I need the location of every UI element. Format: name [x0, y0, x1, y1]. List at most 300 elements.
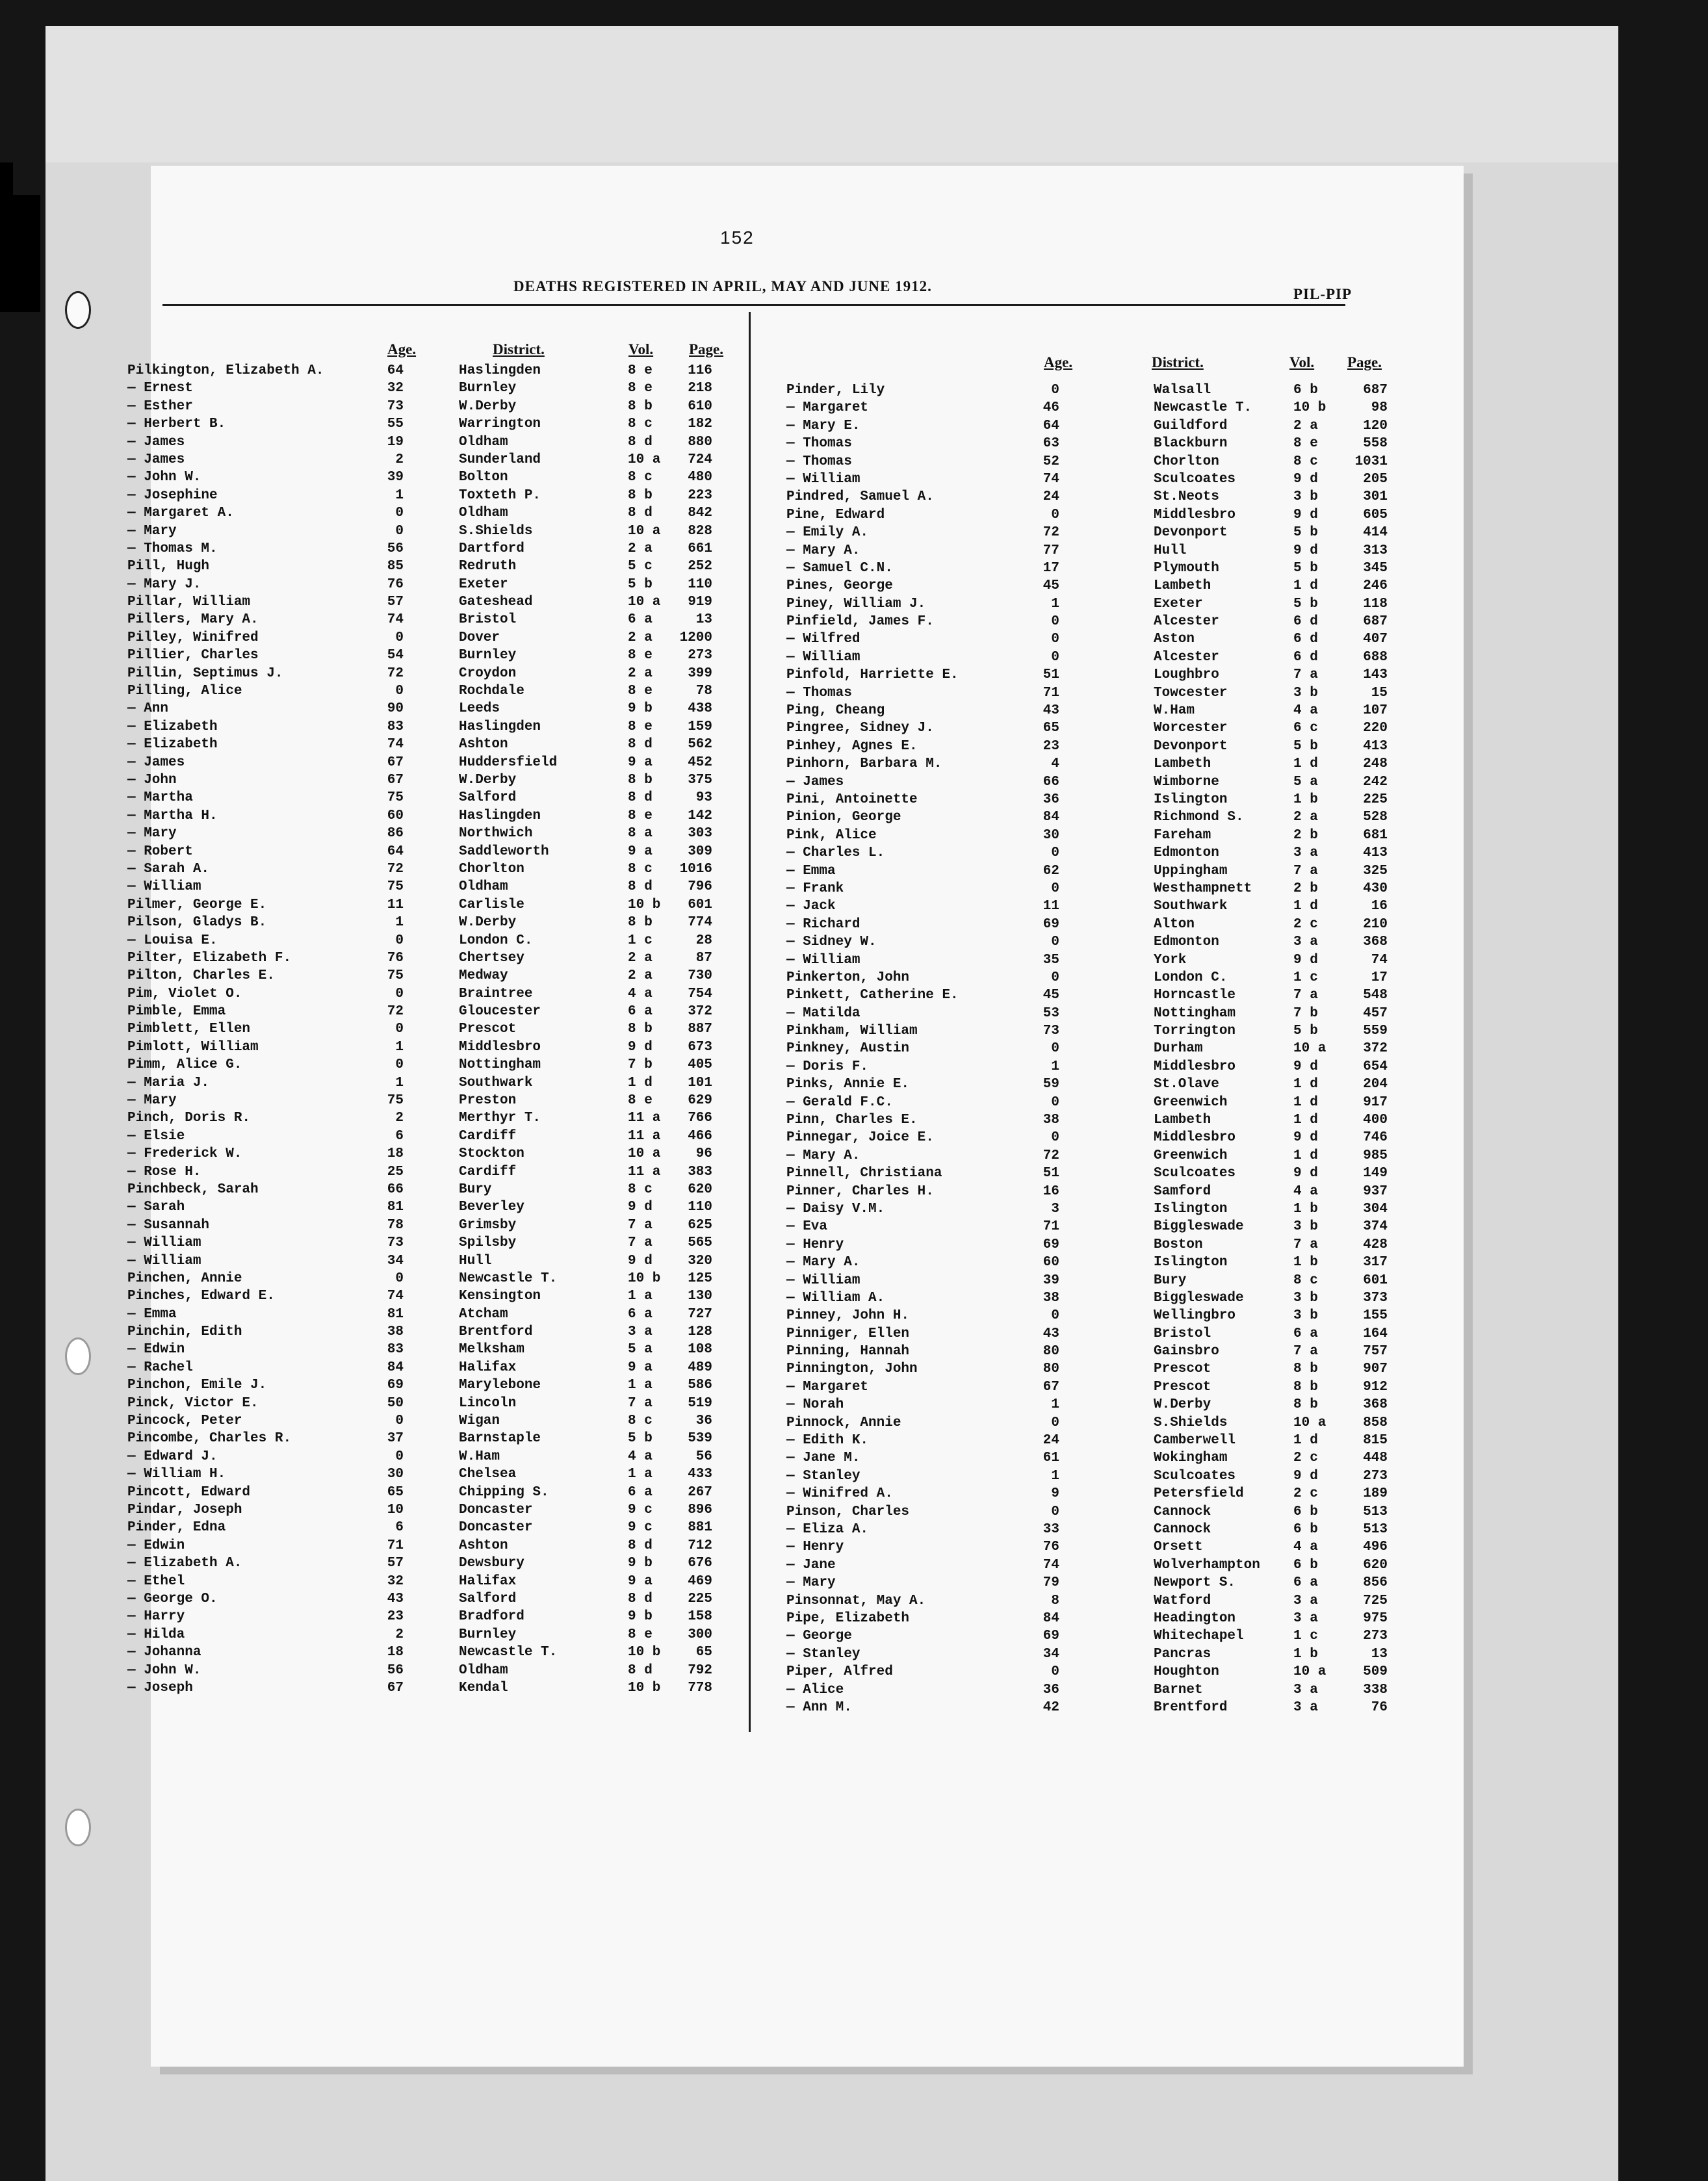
entry-name: — Mary — [786, 1575, 836, 1591]
table-row — [786, 951, 1397, 969]
entry-page: 654 — [1363, 1059, 1388, 1074]
table-row — [786, 738, 1397, 755]
entry-name: — Daisy V.M. — [786, 1201, 885, 1217]
entry-age: 0 — [395, 1413, 404, 1429]
entry-volume: 8 e — [1293, 436, 1318, 452]
table-row — [786, 987, 1397, 1004]
entry-page: 489 — [688, 1360, 712, 1375]
table-row — [786, 381, 1397, 399]
entry-district: S.Shields — [1154, 1415, 1228, 1430]
entry-name: — Louisa E. — [127, 933, 218, 948]
entry-age: 51 — [1042, 1166, 1059, 1181]
entry-age: 0 — [1051, 1041, 1059, 1057]
entry-district: Newport S. — [1154, 1575, 1236, 1591]
entry-name: — Mary — [127, 1093, 177, 1109]
entry-name: — Mary A. — [786, 1255, 860, 1271]
entry-age: 24 — [1042, 489, 1059, 505]
entry-page: 796 — [688, 879, 712, 895]
table-row — [786, 1467, 1397, 1485]
entry-name: Pilmer, George E. — [127, 897, 267, 912]
entry-age: 6 — [395, 1128, 404, 1144]
table-row — [127, 896, 738, 914]
entry-name: Pinner, Charles H. — [786, 1183, 934, 1199]
entry-volume: 8 a — [628, 826, 653, 842]
table-row — [127, 1323, 738, 1341]
entry-age: 75 — [387, 790, 404, 806]
table-row — [786, 1058, 1397, 1076]
entry-page: 120 — [1363, 418, 1388, 433]
table-row — [127, 1181, 738, 1198]
entry-page: 273 — [1363, 1629, 1388, 1644]
table-row — [127, 1056, 738, 1074]
entry-district: Hull — [1154, 543, 1187, 558]
table-row — [786, 1681, 1397, 1699]
entry-age: 0 — [395, 506, 404, 521]
entry-page: 155 — [1363, 1308, 1388, 1324]
entry-age: 63 — [1042, 436, 1059, 452]
entry-age: 37 — [387, 1431, 404, 1447]
table-row — [127, 1252, 738, 1270]
entry-page: 766 — [688, 1111, 712, 1126]
table-row — [786, 1521, 1397, 1538]
entry-name: Pimm, Alice G. — [127, 1057, 242, 1073]
entry-volume: 8 b — [628, 1022, 653, 1037]
entry-age: 71 — [387, 1538, 404, 1553]
entry-page: 400 — [1363, 1113, 1388, 1128]
entry-page: 313 — [1363, 543, 1388, 558]
title-rule — [162, 304, 1345, 306]
entry-age: 74 — [1042, 471, 1059, 487]
table-row — [786, 755, 1397, 773]
entry-name: — Margaret — [786, 400, 869, 416]
entry-volume: 4 a — [1293, 1540, 1318, 1555]
entry-page: 36 — [695, 1413, 712, 1429]
entry-page: 309 — [688, 844, 712, 859]
entry-page: 469 — [688, 1573, 712, 1589]
entry-name: — Mary E. — [786, 418, 860, 433]
entry-district: York — [1154, 952, 1187, 968]
entry-district: Bolton — [459, 470, 508, 485]
entry-page: 1016 — [679, 861, 712, 877]
punch-hole — [65, 1337, 91, 1375]
entry-age: 0 — [1051, 1308, 1059, 1324]
table-row — [127, 914, 738, 931]
entry-volume: 5 b — [1293, 560, 1318, 576]
entry-name: — Johanna — [127, 1645, 201, 1660]
entry-district: Ashton — [459, 1538, 508, 1553]
table-row — [786, 1538, 1397, 1556]
table-row — [127, 1270, 738, 1287]
table-row — [127, 949, 738, 967]
entry-volume: 8 d — [628, 434, 653, 450]
table-row — [786, 702, 1397, 719]
entry-page: 116 — [688, 363, 712, 378]
entry-district: Islington — [1154, 1201, 1228, 1217]
entry-name: — Sarah A. — [127, 861, 210, 877]
entry-name: Pillers, Mary A. — [127, 612, 259, 628]
entry-age: 23 — [387, 1609, 404, 1625]
entry-age: 60 — [387, 808, 404, 823]
entry-district: Devonport — [1154, 525, 1228, 541]
table-row — [127, 1128, 738, 1145]
entry-name: — Stanley — [786, 1468, 860, 1484]
entry-volume: 9 a — [628, 844, 653, 859]
entry-district: Towcester — [1154, 685, 1228, 701]
table-row — [786, 827, 1397, 844]
table-row — [786, 417, 1397, 435]
entry-age: 43 — [1042, 1326, 1059, 1341]
entry-name: — Mary J. — [127, 576, 201, 592]
entry-district: Barnet — [1154, 1682, 1203, 1697]
entry-age: 38 — [1042, 1113, 1059, 1128]
entry-page: 513 — [1363, 1504, 1388, 1519]
entry-name: — Herbert B. — [127, 417, 226, 432]
entry-district: Westhampnett — [1154, 881, 1252, 896]
entry-district: Brentford — [459, 1324, 533, 1340]
entry-volume: 5 b — [1293, 738, 1318, 754]
entry-age: 0 — [1051, 383, 1059, 398]
entry-age: 57 — [387, 595, 404, 610]
entry-district: Preston — [459, 1093, 517, 1109]
entry-age: 45 — [1042, 988, 1059, 1003]
entry-age: 84 — [1042, 810, 1059, 825]
entry-age: 38 — [1042, 1290, 1059, 1306]
entry-volume: 11 a — [628, 1111, 661, 1126]
entry-district: Nottingham — [459, 1057, 541, 1073]
table-row — [127, 1163, 738, 1181]
entry-volume: 1 b — [1293, 1646, 1318, 1662]
entry-district: Alcester — [1154, 649, 1219, 665]
left-header-age: Age. — [387, 341, 417, 357]
table-row — [786, 844, 1397, 862]
entry-volume: 8 d — [628, 1662, 653, 1678]
entry-age: 0 — [1051, 1130, 1059, 1146]
entry-page: 519 — [688, 1395, 712, 1411]
entry-district: Bury — [459, 1181, 492, 1197]
entry-volume: 3 a — [1293, 1699, 1318, 1715]
entry-age: 64 — [1042, 418, 1059, 433]
entry-name: — Emily A. — [786, 525, 869, 541]
table-row — [127, 1234, 738, 1252]
entry-volume: 7 a — [1293, 1344, 1318, 1360]
entry-district: Northwich — [459, 826, 533, 842]
entry-name: Pinch, Doris R. — [127, 1111, 251, 1126]
entry-name: — Ethel — [127, 1573, 185, 1589]
entry-volume: 2 a — [1293, 810, 1318, 825]
entry-district: Gainsbro — [1154, 1344, 1219, 1360]
table-row — [127, 380, 738, 397]
entry-age: 3 — [1051, 1201, 1059, 1217]
entry-district: Chorlton — [1154, 454, 1219, 469]
entry-name: — Thomas M. — [127, 541, 218, 556]
entry-page: 539 — [688, 1431, 712, 1447]
entry-age: 0 — [395, 630, 404, 645]
entry-page: 828 — [688, 523, 712, 539]
entry-page: 887 — [688, 1022, 712, 1037]
scan-left-edge-mark — [0, 195, 40, 312]
entry-district: Chelsea — [459, 1467, 517, 1482]
table-row — [127, 523, 738, 540]
entry-page: 375 — [688, 772, 712, 788]
entry-volume: 6 d — [1293, 649, 1318, 665]
entry-age: 71 — [1042, 685, 1059, 701]
entry-name: — Margaret A. — [127, 506, 234, 521]
table-row — [127, 629, 738, 647]
entry-page: 496 — [1363, 1540, 1388, 1555]
entry-volume: 2 c — [1293, 1486, 1318, 1502]
entry-age: 54 — [387, 648, 404, 664]
entry-page: 413 — [1363, 738, 1388, 754]
entry-name: — Charles L. — [786, 845, 885, 861]
entry-district: Halifax — [459, 1360, 517, 1375]
entry-name: Pinder, Edna — [127, 1520, 226, 1536]
entry-district: St.Neots — [1154, 489, 1219, 505]
entry-name: Pindar, Joseph — [127, 1503, 242, 1517]
entry-district: Middlesbro — [1154, 1130, 1236, 1146]
entry-page: 919 — [688, 595, 712, 610]
entry-page: 414 — [1363, 525, 1388, 541]
entry-age: 67 — [1042, 1379, 1059, 1395]
entry-district: Boston — [1154, 1237, 1203, 1252]
entry-volume: 7 a — [1293, 667, 1318, 683]
entry-district: Kendal — [459, 1680, 508, 1696]
entry-district: Aston — [1154, 632, 1195, 647]
entry-page: 937 — [1363, 1183, 1388, 1199]
entry-district: Lambeth — [1154, 756, 1211, 772]
entry-age: 42 — [1042, 1699, 1059, 1715]
entry-name: — Matilda — [786, 1005, 860, 1021]
entry-page: 917 — [1363, 1094, 1388, 1110]
entry-district: S.Shields — [459, 523, 533, 539]
entry-district: Uppingham — [1154, 863, 1228, 879]
entry-page: 301 — [1363, 489, 1388, 505]
entry-district: Kensington — [459, 1289, 541, 1304]
entry-age: 30 — [387, 1467, 404, 1482]
entry-volume: 8 e — [628, 648, 653, 664]
table-row — [127, 433, 738, 451]
punch-hole — [65, 1809, 91, 1846]
entry-volume: 10 a — [628, 1146, 661, 1162]
entry-name: — Thomas — [786, 685, 852, 701]
entry-volume: 9 d — [1293, 952, 1318, 968]
table-row — [127, 1412, 738, 1430]
entry-page: 128 — [688, 1324, 712, 1340]
entry-district: Wigan — [459, 1413, 500, 1429]
table-row — [786, 577, 1397, 595]
table-row — [127, 540, 738, 558]
right-header-page: Page. — [1347, 354, 1382, 370]
entry-age: 80 — [1042, 1344, 1059, 1360]
table-row — [786, 1627, 1397, 1645]
entry-age: 52 — [1042, 454, 1059, 469]
entry-page: 688 — [1363, 649, 1388, 665]
entry-age: 0 — [1051, 507, 1059, 523]
entry-age: 86 — [387, 826, 404, 842]
entry-age: 72 — [387, 861, 404, 877]
scan-top-margin — [45, 26, 1618, 162]
entry-age: 0 — [1051, 970, 1059, 985]
entry-district: Houghton — [1154, 1664, 1219, 1680]
entry-age: 0 — [395, 1271, 404, 1286]
entry-district: Hull — [459, 1253, 492, 1269]
table-row — [127, 576, 738, 593]
table-row — [127, 789, 738, 807]
entry-volume: 3 a — [1293, 1682, 1318, 1697]
entry-page: 158 — [688, 1609, 712, 1625]
entry-district: Grimsby — [459, 1217, 517, 1233]
entry-age: 55 — [387, 417, 404, 432]
entry-age: 2 — [395, 452, 404, 467]
entry-district: Nottingham — [1154, 1005, 1236, 1021]
entry-age: 69 — [1042, 916, 1059, 932]
entry-volume: 6 a — [1293, 1575, 1318, 1591]
entry-page: 101 — [688, 1075, 712, 1090]
entry-volume: 2 b — [1293, 881, 1318, 896]
entry-volume: 3 a — [1293, 845, 1318, 861]
entry-age: 74 — [387, 612, 404, 628]
entry-name: Pilley, Winifred — [127, 630, 259, 645]
entry-name: Pinhey, Agnes E. — [786, 738, 918, 754]
table-row — [786, 897, 1397, 915]
entry-district: Doncaster — [459, 1503, 533, 1517]
entry-name: — Edwin — [127, 1538, 185, 1553]
entry-age: 75 — [387, 879, 404, 895]
entry-page: 413 — [1363, 845, 1388, 861]
entry-age: 0 — [1051, 881, 1059, 896]
entry-volume: 9 d — [1293, 471, 1318, 487]
entry-page: 125 — [688, 1271, 712, 1286]
entry-age: 36 — [1042, 1682, 1059, 1697]
entry-age: 80 — [1042, 1362, 1059, 1377]
entry-district: Redruth — [459, 559, 517, 574]
entry-name: Pinkett, Catherine E. — [786, 988, 959, 1003]
entry-page: 405 — [688, 1057, 712, 1073]
entry-name: Pinnegar, Joice E. — [786, 1130, 934, 1146]
entry-name: Pinches, Edward E. — [127, 1289, 275, 1304]
table-row — [786, 862, 1397, 880]
entry-volume: 9 b — [628, 1609, 653, 1625]
entry-district: Dartford — [459, 541, 524, 556]
entry-page: 56 — [695, 1449, 712, 1464]
entry-volume: 8 b — [628, 487, 653, 503]
table-row — [786, 1645, 1397, 1663]
entry-page: 1031 — [1354, 454, 1388, 469]
table-row — [127, 807, 738, 825]
entry-volume: 9 d — [1293, 1130, 1318, 1146]
entry-name: Piper, Alfred — [786, 1664, 893, 1680]
entry-volume: 3 b — [1293, 489, 1318, 505]
entry-page: 676 — [688, 1556, 712, 1571]
entry-name: Pinhorn, Barbara M. — [786, 756, 942, 772]
entry-district: Islington — [1154, 792, 1228, 807]
entry-name: — Ernest — [127, 381, 193, 396]
entry-name: Pim, Violet O. — [127, 986, 242, 1001]
entry-name: Pinfold, Harriette E. — [786, 667, 959, 683]
entry-volume: 8 d — [628, 790, 653, 806]
entry-name: Pimblett, Ellen — [127, 1022, 251, 1037]
entry-age: 67 — [387, 1680, 404, 1696]
table-row — [786, 791, 1397, 808]
entry-age: 32 — [387, 1573, 404, 1589]
entry-volume: 8 b — [628, 915, 653, 931]
table-row — [127, 754, 738, 771]
table-row — [127, 1537, 738, 1555]
entry-age: 43 — [387, 1591, 404, 1607]
entry-district: Petersfield — [1154, 1486, 1244, 1502]
entry-volume: 2 c — [1293, 1451, 1318, 1466]
entry-district: Saddleworth — [459, 844, 549, 859]
entry-district: Exeter — [1154, 596, 1203, 612]
entry-name: — Robert — [127, 844, 193, 859]
entry-page: 620 — [1363, 1557, 1388, 1573]
entry-page: 754 — [688, 986, 712, 1001]
entry-page: 912 — [1363, 1379, 1388, 1395]
entry-district: Wellingbro — [1154, 1308, 1236, 1324]
entry-age: 0 — [1051, 1415, 1059, 1430]
entry-district: Chipping S. — [459, 1484, 549, 1500]
entry-volume: 6 a — [1293, 1326, 1318, 1341]
entry-district: Watford — [1154, 1593, 1211, 1608]
entry-district: Carlisle — [459, 897, 524, 912]
entry-district: Horncastle — [1154, 988, 1236, 1003]
column-divider — [749, 312, 751, 1732]
table-row — [127, 1020, 738, 1038]
entry-district: Walsall — [1154, 383, 1211, 398]
entry-name: Pilter, Elizabeth F. — [127, 950, 292, 966]
entry-age: 69 — [1042, 1629, 1059, 1644]
entry-district: Bristol — [1154, 1326, 1211, 1341]
table-row — [127, 362, 738, 380]
entry-volume: 3 a — [1293, 1593, 1318, 1608]
entry-volume: 2 a — [628, 630, 653, 645]
entry-age: 81 — [387, 1306, 404, 1322]
entry-district: Sculcoates — [1154, 471, 1236, 487]
entry-page: 252 — [688, 559, 712, 574]
entry-age: 71 — [1042, 1219, 1059, 1235]
entry-name: Pillar, William — [127, 595, 251, 610]
entry-name: — Elsie — [127, 1128, 185, 1144]
entry-district: Sunderland — [459, 452, 541, 467]
entry-district: Doncaster — [459, 1520, 533, 1536]
entry-age: 65 — [1042, 721, 1059, 736]
entry-district: Halifax — [459, 1573, 517, 1589]
entry-volume: 6 d — [1293, 614, 1318, 630]
entry-page: 267 — [688, 1484, 712, 1500]
entry-volume: 10 a — [628, 452, 661, 467]
entry-district: Exeter — [459, 576, 508, 592]
entry-name: Pinnell, Christiana — [786, 1166, 942, 1181]
entry-page: 586 — [688, 1378, 712, 1393]
entry-age: 0 — [395, 1022, 404, 1037]
entry-name: — George O. — [127, 1591, 218, 1607]
entry-volume: 6 b — [1293, 1504, 1318, 1519]
entry-page: 562 — [688, 737, 712, 753]
entry-volume: 9 a — [628, 1573, 653, 1589]
entry-district: Biggleswade — [1154, 1290, 1244, 1306]
entry-name: Ping, Cheang — [786, 703, 885, 719]
entry-volume: 1 b — [1293, 792, 1318, 807]
entry-volume: 5 b — [1293, 525, 1318, 541]
entry-district: Newcastle T. — [1154, 400, 1252, 416]
entry-district: Haslingden — [459, 808, 541, 823]
entry-page: 601 — [1363, 1272, 1388, 1288]
table-row — [127, 1608, 738, 1625]
entry-page: 610 — [688, 398, 712, 414]
entry-name: Pipe, Elizabeth — [786, 1610, 910, 1626]
entry-age: 57 — [387, 1556, 404, 1571]
entry-page: 448 — [1363, 1451, 1388, 1466]
entry-age: 0 — [395, 986, 404, 1001]
